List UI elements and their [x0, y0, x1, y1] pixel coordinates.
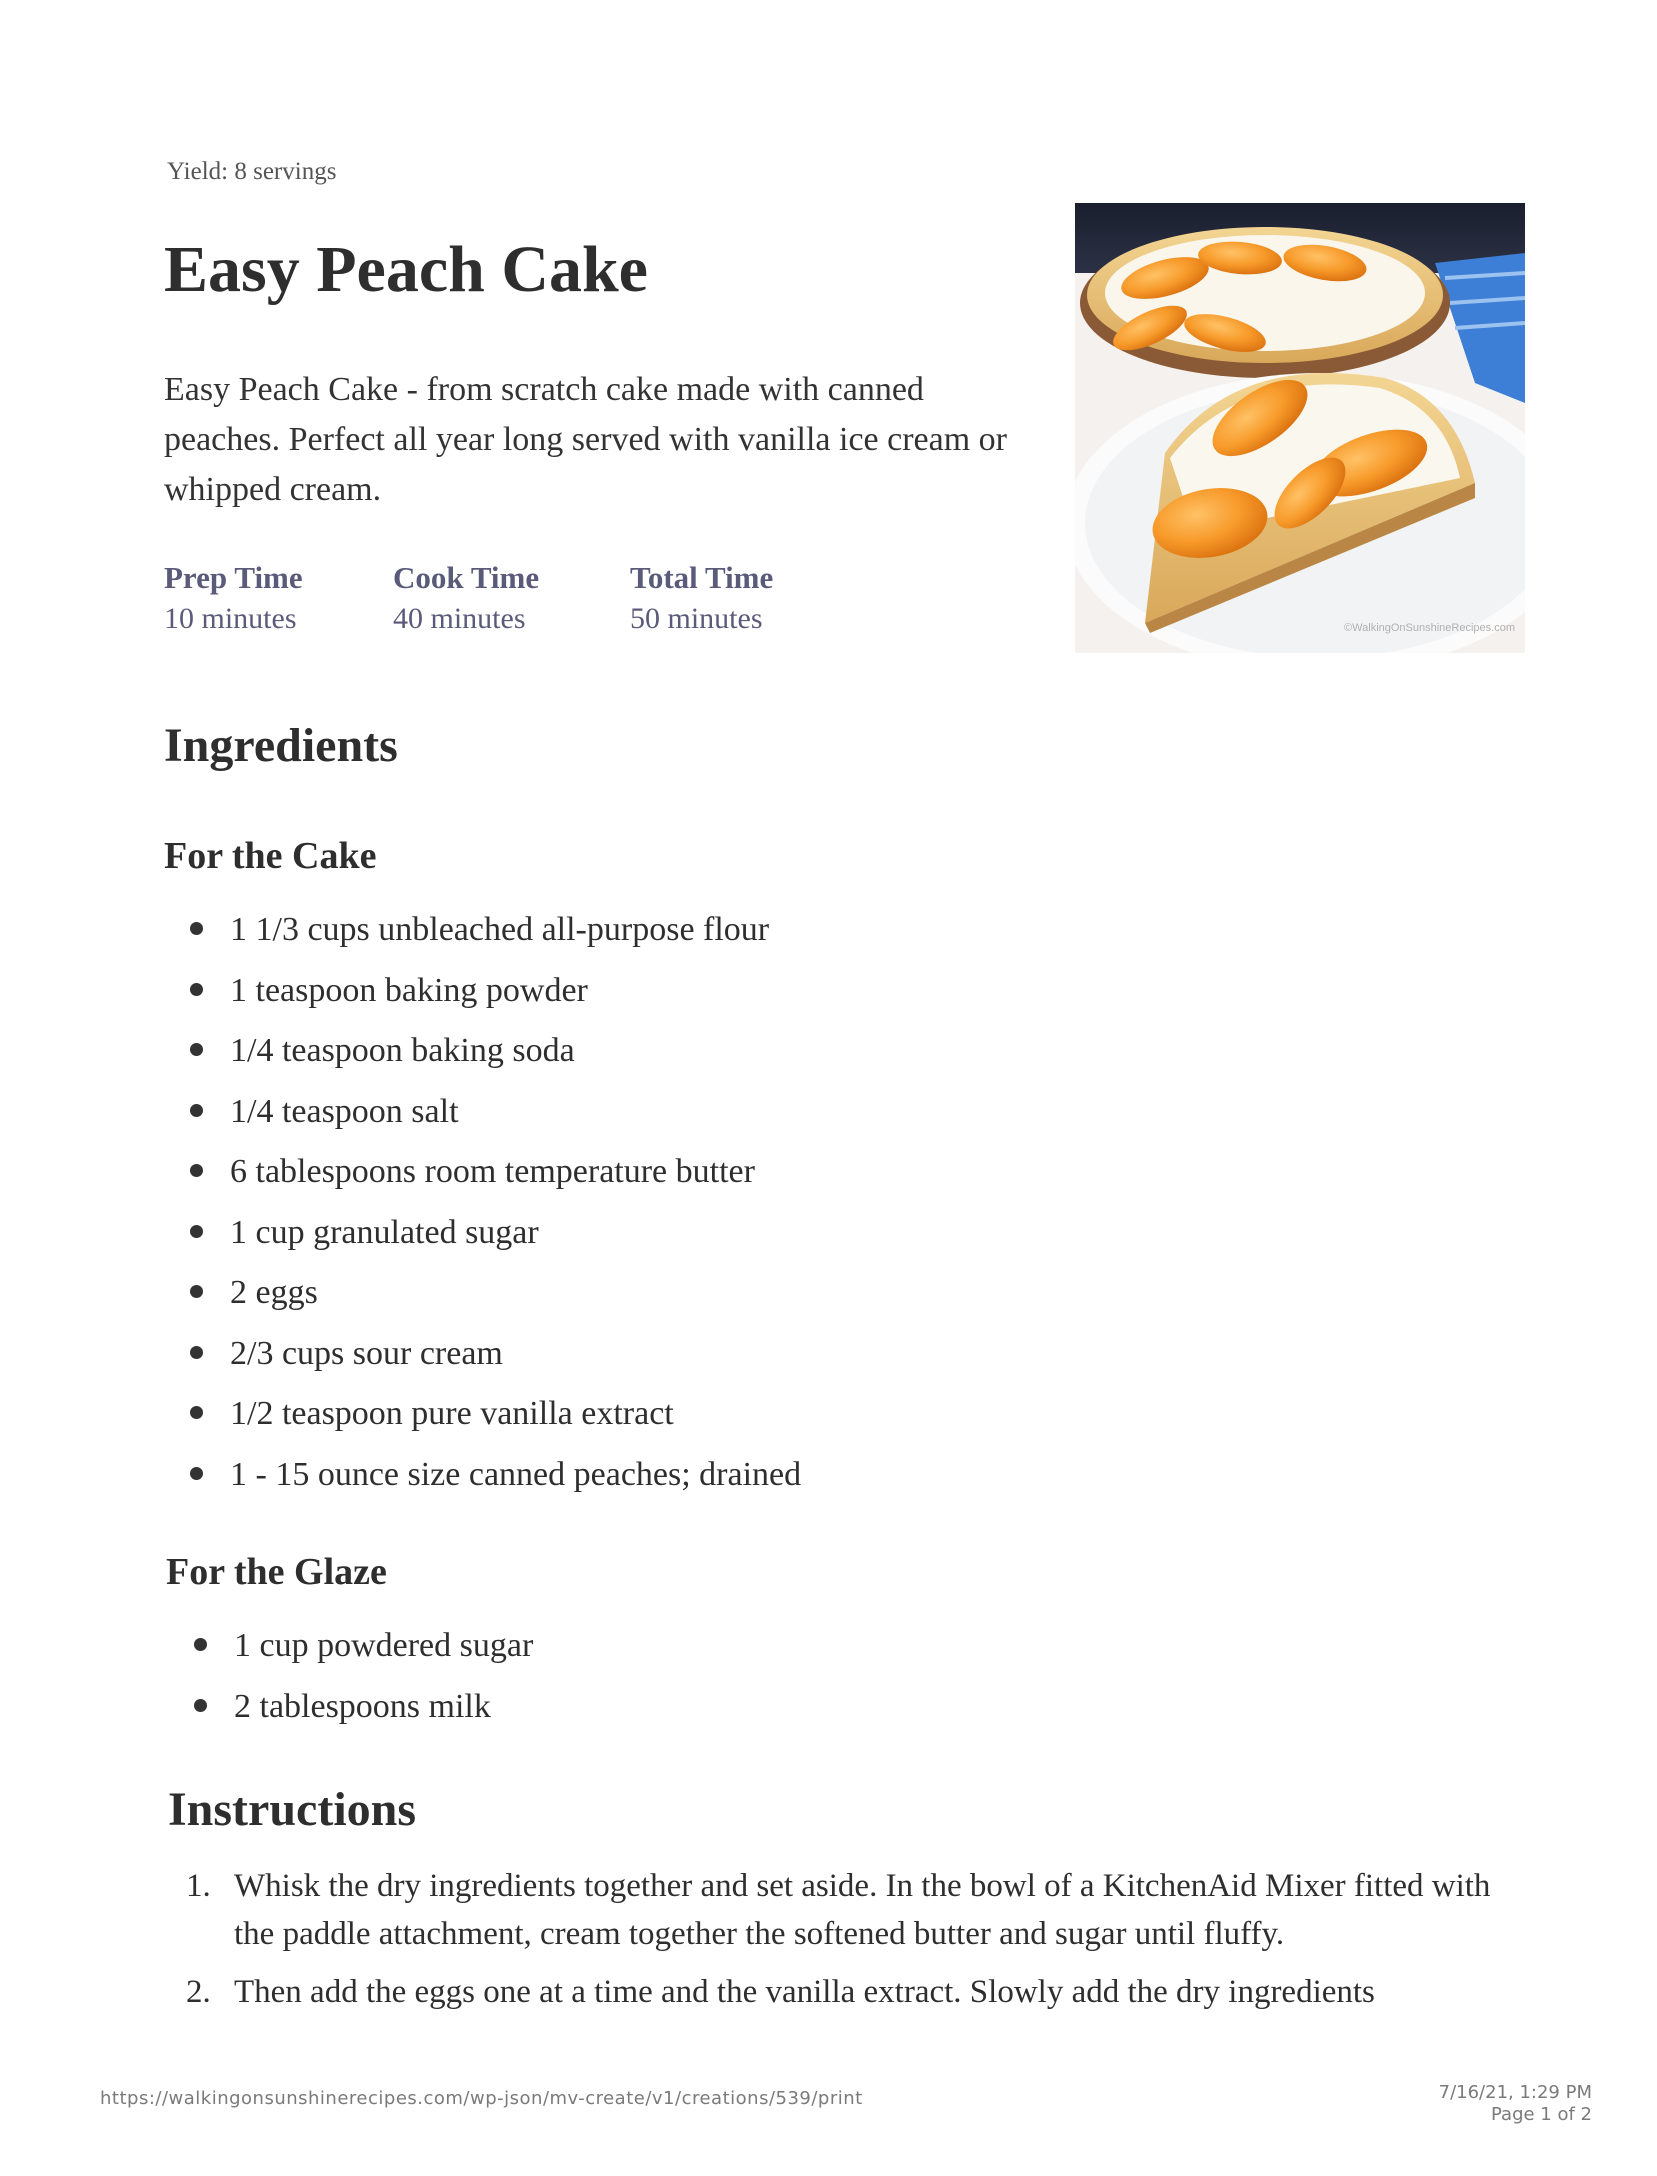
ingredient-item: [170, 1685, 533, 1746]
ingredient-text: 2 tablespoons milk: [234, 1687, 491, 1725]
prep-time-value: 10 minutes: [164, 602, 297, 635]
cook-time: [393, 560, 630, 636]
bullet-icon: [190, 922, 203, 935]
ingredient-text: 1 1/3 cups unbleached all-purpose flour: [230, 911, 770, 948]
ingredient-item: [166, 1029, 801, 1090]
ingredients-heading: Ingredients: [164, 719, 398, 772]
ingredient-text: 1/2 teaspoon pure vanilla extract: [230, 1395, 674, 1432]
prep-time-label: Prep Time: [164, 560, 303, 595]
step-number: 1.: [186, 1868, 211, 1904]
recipe-times: [164, 560, 830, 636]
cook-time-label: Cook Time: [393, 560, 540, 595]
recipe-yield: Yield: 8 servings: [167, 158, 337, 185]
cook-time-value: 40 minutes: [393, 602, 526, 635]
footer-meta: [1439, 2082, 1592, 2126]
ingredient-text: 1/4 teaspoon salt: [230, 1092, 459, 1130]
glaze-section-heading: For the Glaze: [166, 1551, 387, 1593]
recipe-title: Easy Peach Cake: [164, 233, 648, 306]
cake-section-heading: For the Cake: [164, 835, 377, 877]
total-time-label: Total Time: [630, 560, 774, 595]
bullet-icon: [190, 1043, 203, 1056]
total-time: [630, 560, 830, 636]
footer-page-number: Page 1 of 2: [1491, 2104, 1592, 2125]
ingredient-text: 2/3 cups sour cream: [230, 1334, 503, 1372]
ingredient-text: 6 tablespoons room temperature butter: [230, 1153, 755, 1190]
ingredient-text: 1 cup powdered sugar: [234, 1627, 534, 1664]
ingredient-text: 1 teaspoon baking powder: [230, 971, 588, 1009]
bullet-icon: [190, 1225, 203, 1238]
cake-ingredients-list: [166, 908, 801, 1513]
bullet-icon: [190, 1104, 203, 1117]
ingredient-item: [170, 1624, 533, 1685]
ingredient-item: [166, 1090, 801, 1151]
ingredient-item: [166, 1271, 801, 1332]
bullet-icon: [190, 1164, 203, 1177]
bullet-icon: [190, 1406, 203, 1419]
ingredient-text: 1 cup granulated sugar: [230, 1213, 539, 1251]
photo-watermark: ©WalkingOnSunshineRecipes.com: [1344, 622, 1515, 634]
glaze-ingredients-list: [170, 1624, 533, 1745]
step-text: Then add the eggs one at a time and the vanilla extract. Slowly add the dry ingredients: [234, 1974, 1375, 2010]
step-text: Whisk the dry ingredients together and set aside. In the bowl of a KitchenAid Mixer fitted with the paddle attachment, cream together the softened butter and sugar until fluffy.: [234, 1868, 1491, 1952]
bullet-icon: [194, 1699, 207, 1712]
instruction-step: [180, 1968, 1520, 2016]
ingredient-item: [166, 969, 801, 1030]
ingredient-text: 2 eggs: [230, 1274, 318, 1311]
instructions-heading: Instructions: [168, 1783, 417, 1836]
instruction-step: [180, 1862, 1520, 1958]
bullet-icon: [190, 1285, 203, 1298]
instructions-list: [180, 1862, 1520, 2026]
ingredient-item: [166, 908, 801, 969]
bullet-icon: [190, 1346, 203, 1359]
ingredient-text: 1/4 teaspoon baking soda: [230, 1032, 575, 1069]
ingredient-text: 1 - 15 ounce size canned peaches; drained: [230, 1455, 802, 1493]
ingredient-item: [166, 1211, 801, 1272]
prep-time: [164, 560, 393, 636]
ingredient-item: [166, 1453, 801, 1514]
ingredient-item: [166, 1392, 801, 1453]
footer-datetime: 7/16/21, 1:29 PM: [1438, 2082, 1592, 2103]
step-number: 2.: [186, 1974, 211, 2010]
recipe-description: Easy Peach Cake - from scratch cake made with canned peaches. Perfect all year long served with vanilla ice cream or whipped cream.: [164, 371, 1007, 508]
recipe-photo: [1075, 203, 1525, 653]
ingredient-item: [166, 1150, 801, 1211]
total-time-value: 50 minutes: [630, 602, 763, 635]
bullet-icon: [190, 1467, 203, 1480]
bullet-icon: [194, 1638, 207, 1651]
ingredient-item: [166, 1332, 801, 1393]
footer-url: https://walkingonsunshinerecipes.com/wp-json/mv-create/v1/creations/539/print: [100, 2088, 863, 2109]
bullet-icon: [190, 983, 203, 996]
